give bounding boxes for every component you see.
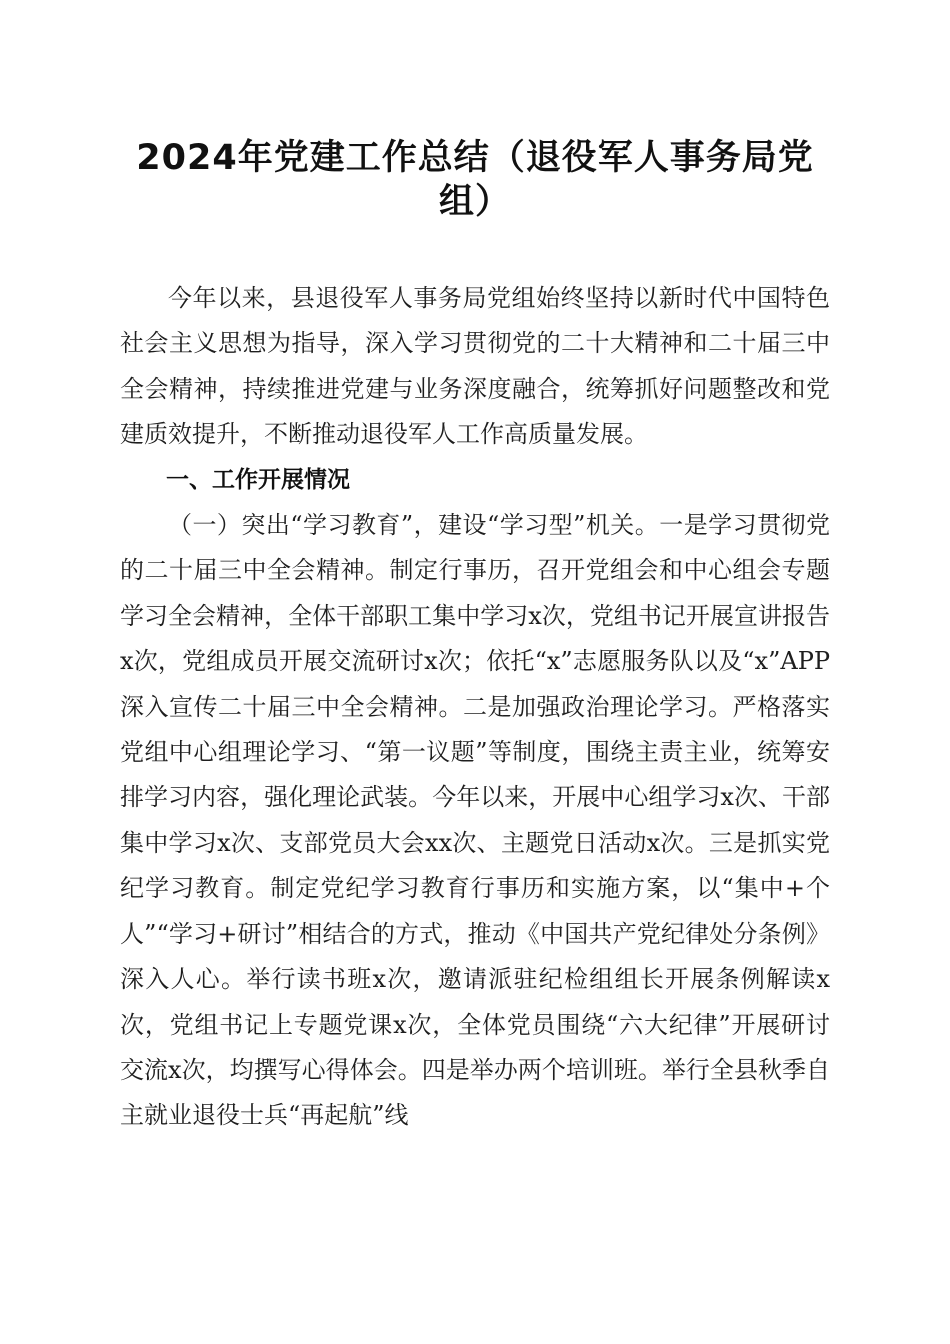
document-body xyxy=(120,276,830,1138)
document-title: 2024年党建工作总结（退役军人事务局党组） xyxy=(136,138,814,222)
section-item-paragraph: （一）突出“学习教育”，建设“学习型”机关。一是学习贯彻党的二十届三中全会精神。制定行事历，召开党组会和中心组会专题学习全会精神，全体干部职工集中学习x次，党组书记开展宣讲报告x次，党组成员开展交流研讨x次；依托“x”志愿服务队以及“x”APP深入宣传二十届三中全会精神。二是加强政治理论学习。严格落实党组中心组理论学习、“第一议题”等制度，围绕主责主业，统筹安排学习内容，强化理论武装。今年以来，开展中心组学习x次、干部集中学习x次、支部党员大会xx次、主题党日活动x次。三是抓实党纪学习教育。制定党纪学习教育行事历和实施方案，以“集中+个人”“学习+研讨”相结合的方式，推动《中国共产党纪律处分条例》深入人心。举行读书班x次，邀请派驻纪检组组长开展条例解读x次，党组书记上专题党课x次，全体党员围绕“六大纪律”开展研讨交流x次，均撰写心得体会。四是举办两个培训班。举行全县秋季自主就业退役士兵“再起航”线 xyxy=(120,511,830,1130)
intro-paragraph: 今年以来，县退役军人事务局党组始终坚持以新时代中国特色社会主义思想为指导，深入学习贯彻党的二十大精神和二十届三中全会精神，持续推进党建与业务深度融合，统筹抓好问题整改和党建质效提升，不断推动退役军人工作高质量发展。 xyxy=(120,284,830,449)
section-heading: 一、工作开展情况 xyxy=(166,466,350,493)
